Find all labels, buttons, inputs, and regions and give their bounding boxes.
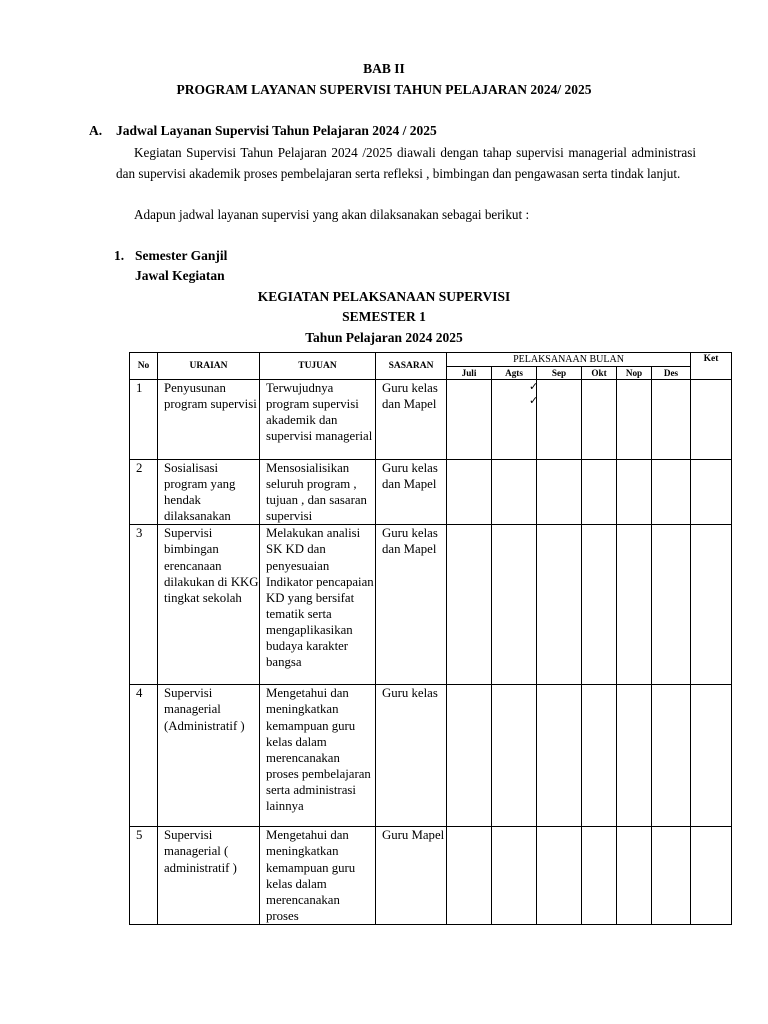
section-a-marker: A. (89, 123, 103, 138)
row-no: 5 (130, 827, 158, 925)
row-uraian: Supervisi bimbingan erencanaan dilakukan di KKG tingkat sekolah (158, 525, 260, 685)
row-no: 3 (130, 525, 158, 685)
row-uraian: Penyusunan program supervisi (158, 380, 260, 460)
semester-title: Semester Ganjil (135, 248, 228, 263)
row-sasaran: Guru kelas dan Mapel (376, 525, 447, 685)
section-a-paragraph-2: Adapun jadwal layanan supervisi yang akan dilaksanakan sebagai berikut : (134, 207, 530, 222)
cell-juli (447, 380, 492, 460)
month-sep: Sep (537, 367, 582, 380)
cell-ket (691, 380, 732, 460)
cell-agts (492, 460, 537, 525)
month-okt: Okt (582, 367, 617, 380)
cell-des (652, 380, 691, 460)
table-row (130, 380, 732, 460)
cell-nop (617, 827, 652, 925)
cell-agts (492, 380, 537, 460)
row-no: 1 (130, 380, 158, 460)
month-des: Des (652, 367, 691, 380)
table-title-line-2: SEMESTER 1 (342, 309, 426, 324)
cell-sep (537, 525, 582, 685)
cell-ket (691, 685, 732, 827)
semester-marker: 1. (114, 248, 125, 263)
header-uraian: URAIAN (158, 353, 260, 380)
document-title: PROGRAM LAYANAN SUPERVISI TAHUN PELAJARAN 2024/ 2025 (176, 82, 592, 97)
cell-des (652, 685, 691, 827)
cell-nop (617, 460, 652, 525)
table-title-line-1: KEGIATAN PELAKSANAAN SUPERVISI (257, 289, 511, 304)
table-row (130, 460, 732, 525)
cell-ket (691, 460, 732, 525)
cell-sep (537, 460, 582, 525)
cell-juli (447, 525, 492, 685)
cell-ket (691, 827, 732, 925)
cell-nop (617, 525, 652, 685)
row-sasaran: Guru Mapel (376, 827, 447, 925)
cell-okt (582, 827, 617, 925)
cell-sep (537, 380, 582, 460)
header-no: No (130, 353, 158, 380)
cell-agts (492, 827, 537, 925)
schedule-subtitle: Jawal Kegiatan (135, 268, 225, 283)
row-tujuan: Mengetahui dan meningkatkan kemampuan guru kelas dalam merencanakan proses pembelajaran serta administrasi lainnya (260, 685, 376, 827)
month-nop: Nop (617, 367, 652, 380)
cell-okt (582, 685, 617, 827)
header-tujuan: TUJUAN (260, 353, 376, 380)
header-sasaran: SASARAN (376, 353, 447, 380)
row-sasaran: Guru kelas dan Mapel (376, 460, 447, 525)
row-tujuan: Mensosialisikan seluruh program , tujuan , dan sasaran supervisi (260, 460, 376, 525)
row-tujuan: Terwujudnya program supervisi akademik dan supervisi managerial (260, 380, 376, 460)
row-uraian: Supervisi managerial (Administratif ) (158, 685, 260, 827)
cell-okt (582, 380, 617, 460)
table-title-line-3: Tahun Pelajaran 2024 2025 (305, 330, 463, 345)
section-a-title: Jadwal Layanan Supervisi Tahun Pelajaran 2024 / 2025 (116, 123, 437, 138)
cell-juli (447, 827, 492, 925)
cell-agts (492, 685, 537, 827)
cell-juli (447, 460, 492, 525)
header-pelaksanaan-bulan: PELAKSANAAN BULAN (447, 353, 691, 367)
row-no: 4 (130, 685, 158, 827)
row-tujuan: Melakukan analisi SK KD dan penyesuaian Indikator pencapaian KD yang bersifat tematik serta mengaplikasikan budaya karakter bangsa (260, 525, 376, 685)
row-no: 2 (130, 460, 158, 525)
header-ket: Ket (691, 353, 732, 380)
cell-des (652, 460, 691, 525)
table-row (130, 525, 732, 685)
table-row (130, 827, 732, 925)
cell-agts (492, 525, 537, 685)
chapter-heading: BAB II (363, 61, 405, 76)
check-mark-icon: ✓ (529, 394, 539, 407)
cell-sep (537, 685, 582, 827)
section-a-paragraph-1: Kegiatan Supervisi Tahun Pelajaran 2024 /2025 diawali dengan tahap supervisi managerial administrasi dan supervisi akademik proses pembelajaran serta refleksi , bimbingan dan pengawasan serta tindak lanjut. (116, 145, 696, 181)
supervision-schedule-table (129, 352, 732, 925)
check-mark-icon: ✓ (529, 380, 539, 393)
row-tujuan: Mengetahui dan meningkatkan kemampuan guru kelas dalam merencanakan proses (260, 827, 376, 925)
row-sasaran: Guru kelas dan Mapel (376, 380, 447, 460)
month-agts: Agts (492, 367, 537, 380)
cell-ket (691, 525, 732, 685)
cell-des (652, 827, 691, 925)
cell-nop (617, 685, 652, 827)
cell-okt (582, 525, 617, 685)
row-sasaran: Guru kelas (376, 685, 447, 827)
cell-juli (447, 685, 492, 827)
row-uraian: Supervisi managerial ( administratif ) (158, 827, 260, 925)
table-row (130, 685, 732, 827)
cell-sep (537, 827, 582, 925)
month-juli: Juli (447, 367, 492, 380)
cell-nop (617, 380, 652, 460)
cell-okt (582, 460, 617, 525)
row-uraian: Sosialisasi program yang hendak dilaksanakan (158, 460, 260, 525)
cell-des (652, 525, 691, 685)
